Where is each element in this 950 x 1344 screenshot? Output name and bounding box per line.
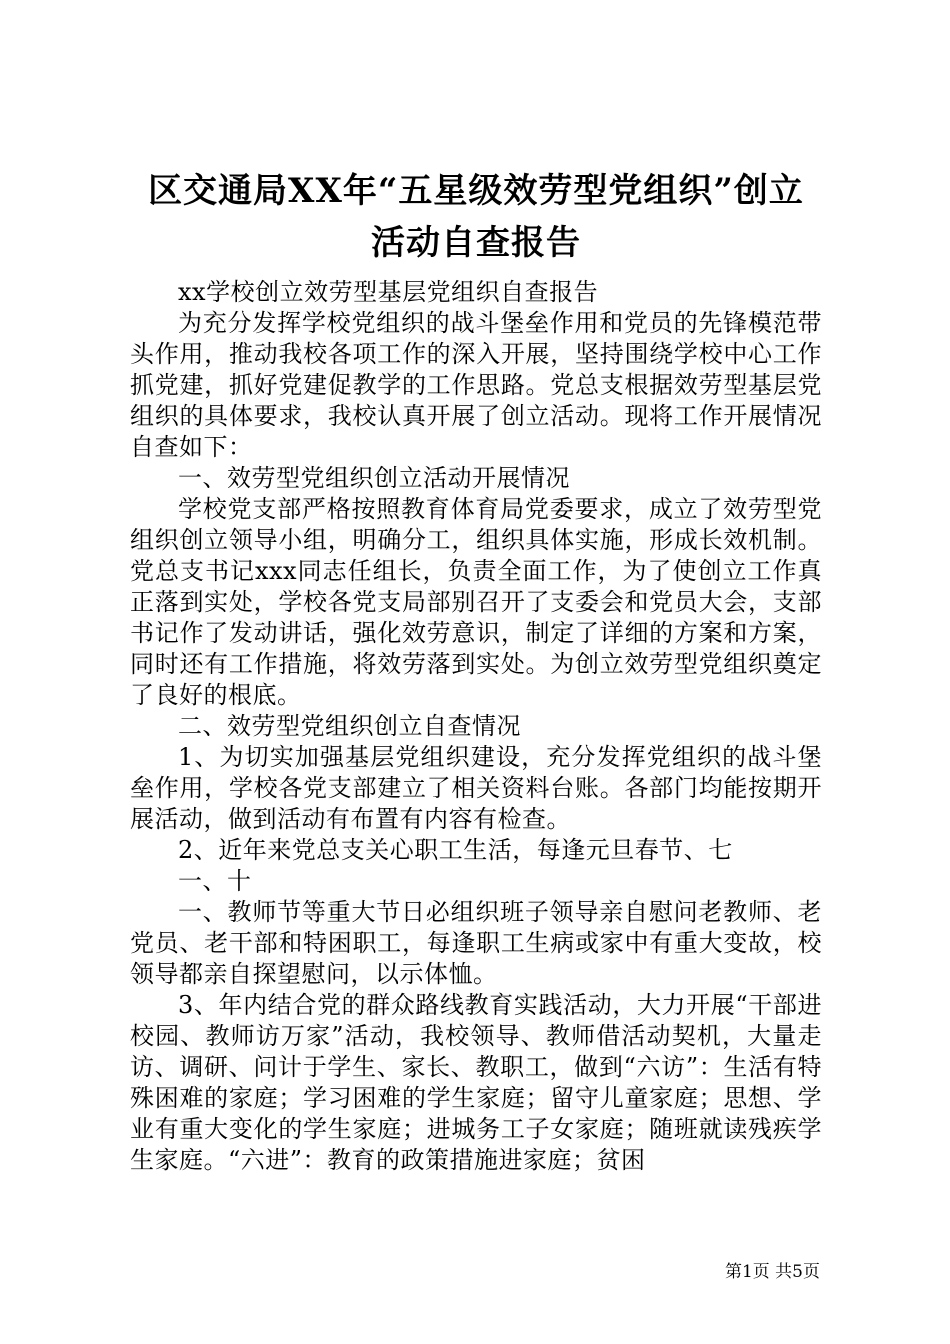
paragraph-heading: 二、效劳型党组织创立自查情况 (178, 712, 521, 740)
paragraph-heading: 一、效劳型党组织创立活动开展情况 (178, 464, 570, 492)
paragraph: 一、十 (178, 867, 252, 895)
page-footer (725, 1262, 820, 1282)
document-title (130, 165, 822, 269)
paragraph: xx学校创立效劳型基层党组织自查报告 (178, 278, 599, 306)
paragraph: 1、为切实加强基层党组织建设，充分发挥党组织的战斗堡垒作用，学校各党支部建立了相关资料台账。各部门均能按期开展活动，做到活动有布置有内容有检查。 (130, 743, 822, 833)
paragraph: 2、近年来党总支关心职工生活，每逢元旦春节、七 (178, 836, 733, 864)
paragraph: 3、年内结合党的群众路线教育实践活动，大力开展“干部进校园、教师访万家”活动，我校领导、教师借活动契机，大量走访、调研、问计于学生、家长、教职工，做到“六访”：生活有特殊困难的家庭；学习困难的学生家庭；留守儿童家庭；思想、学业有重大变化的学生家庭；进城务工子女家庭；随班就读残疾学生家庭。“六进”：教育的政策措施进家庭；贫困 (130, 991, 822, 1174)
paragraph: 学校党支部严格按照教育体育局党委要求，成立了效劳型党组织创立领导小组，明确分工，组织具体实施，形成长效机制。党总支书记xxx同志任组长，负责全面工作，为了使创立工作真正落到实处，学校各党支局部别召开了支委会和党员大会，支部书记作了发动讲话，强化效劳意识，制定了详细的方案和方案，同时还有工作措施，将效劳落到实处。为创立效劳型党组织奠定了良好的根底。 (130, 495, 822, 709)
paragraph: 为充分发挥学校党组织的战斗堡垒作用和党员的先锋模范带头作用，推动我校各项工作的深入开展，坚持围绕学校中心工作抓党建，抓好党建促教学的工作思路。党总支根据效劳型基层党组织的具体要求，我校认真开展了创立活动。现将工作开展情况自查如下： (130, 309, 822, 461)
document-title-line-1: 区交通局XX年“五星级效劳型党组织”创立 (148, 171, 804, 211)
document-title-line-2: 活动自查报告 (371, 223, 581, 263)
paragraph: 一、教师节等重大节日必组织班子领导亲自慰问老教师、老党员、老干部和特困职工，每逢职工生病或家中有重大变故，校领导都亲自探望慰问，以示体恤。 (130, 898, 822, 988)
page-number: 第1页 共5页 (724, 1262, 820, 1282)
